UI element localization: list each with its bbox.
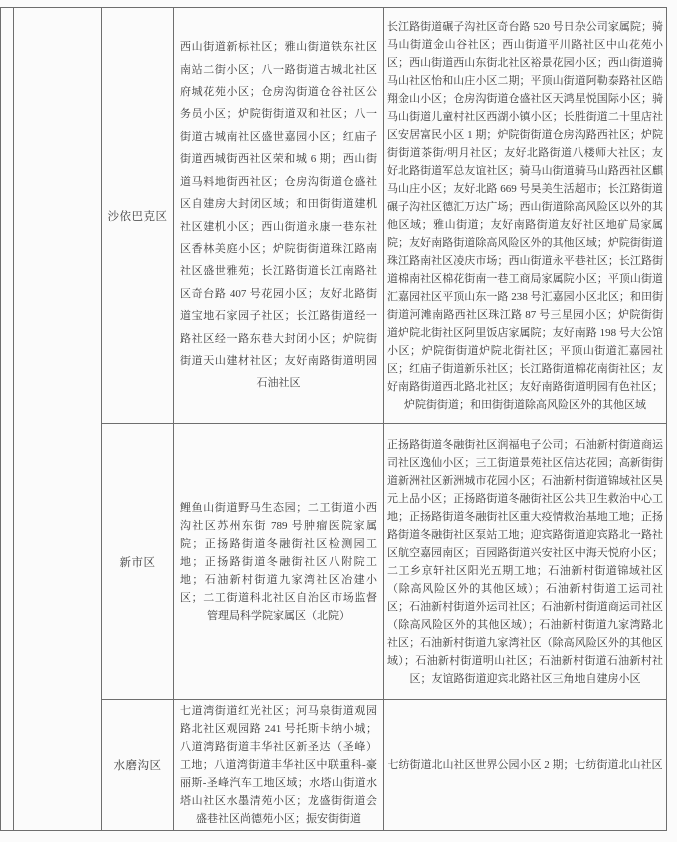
- district-cell: 新市区: [102, 424, 174, 700]
- communities-cell-b: 长江路街道碾子沟社区奇台路 520 号日杂公司家属院；骑马山街道金山谷社区；西山街道平川路社区中山花苑小区；西山街道西山东街北社区裕景花园小区；西山街道骑马山社区怡和山庄小区二期；平顶山街道阿勒泰路社区皓翔金山小区；仓房沟街道仓盛社区天鸿星悦国际小区；骑马山街道儿童村社区西湖小镇小区；长胜街道二十里店社区安居富民小区 1 期；炉院街街道仓房沟路西社区；炉院街街道茶街/明月社区；友好北路街道八楼师大社区；友好北路街道军总友谊社区；骑马山街道骑马山路西社区麒马山庄小区；友好北路 669 号昊美生活超市；长江路街道碾子沟社区德汇万达广场；西山街道除高风险区以外的其他区域；雅山街道；友好南路街道友好社区地矿局家属院；友好南路街道除高风险区外的其他区域；炉院街街道珠江路南社区凌庆市场；西山街道永平巷社区；长江路街道棉南社区棉花街南一巷工商局家属院小区；平顶山街道汇嘉园社区平顶山东一路 238 号汇嘉园小区北区；和田街街道河滩南路西社区珠江路 87 号三星园小区；炉院街街道炉院北街社区阿里饭店家属院；友好南路 198 号大公馆小区；炉院街街道炉院北街社区；平顶山街道汇嘉园社区；红庙子街道新乐社区；长江路街道棉花南街社区；友好南路街道西北路北社区；友好南路街道明园有色社区；炉院街街道；和田街街道除高风险区外的其他区域: [384, 8, 667, 424]
- district-cell: 沙依巴克区: [102, 8, 174, 424]
- district-community-table: [0, 7, 667, 831]
- district-cell: 水磨沟区: [102, 700, 174, 831]
- communities-cell-a: 鲤鱼山街道野马生态园；二工街道小西沟社区苏州东街 789 号肿瘤医院家属院；正扬路街道冬融街社区检测园工地；正扬路街道冬融街社区八附院工地；石油新村街道九家湾社区冶建小区；二工街道科北社区自治区市场监督管理局科学院家属区（北院）: [174, 424, 384, 700]
- communities-cell-b: 七纺街道北山社区世界公园小区 2 期；七纺街道北山社区: [384, 700, 667, 831]
- communities-cell-b: 正扬路街道冬融街社区润福电子公司；石油新村街道商运司社区逸仙小区；三工街道景苑社区信达花园；高新街街道新洲社区新洲城市花园小区；石油新村街道锦域社区昊元上品小区；正扬路街道冬融街社区公共卫生救治中心工地；正扬路街道冬融街社区重大疫情救治基地工地；正扬路街道冬融街社区泵站工地；迎宾路街道迎宾路北一路社区航空嘉园南区；百园路街道兴安社区中海天悦府小区；二工乡京轩社区阳光五期工地；石油新村街道锦域社区（除高风险区外的其他区域）；石油新村街道工运司社区；石油新村街道外运司社区；石油新村街道商运司社区（除高风险区外的其他区域）；石油新村街道九家湾路北社区；石油新村街道九家湾社区（除高风险区外的其他区域）；石油新村街道明山社区；石油新村街道石油新村社区；友谊路街道迎宾北路社区三角地自建房小区: [384, 424, 667, 700]
- communities-cell-a: 西山街道新标社区；雅山街道铁东社区南站二街小区；八一路街道古城北社区府城花苑小区；仓房沟街道仓谷社区公务员小区；炉院街街道双和社区；八一街道古城南社区盛世嘉园小区；红庙子街道西城街西社区荣和城 6 期；西山街道马料地街西社区；仓房沟街道仓盛社区自建房大封闭区域；和田街街道建机社区建机小区；西山街道永康一巷东社区香林美庭小区；炉院街街道珠江路南社区盛世雅苑；长江路街道长江南路社区奇台路 407 号花园小区；友好北路街道宝地石家园子社区；长江路街道经一路社区经一路东巷大封闭小区；炉院街街道天山建材社区；友好南路街道明园石油社区: [174, 8, 384, 424]
- communities-cell-a: 七道湾街道红光社区；河马泉街道观园路北社区观园路 241 号托斯卡纳小城；八道湾路街道丰华社区新圣达（圣峰）工地；八道湾街道丰华社区中联重科-豪丽斯-圣峰汽车工地区域；水塔山街道水塔山社区水墨清苑小区；龙盛街街道会盛巷社区尚德苑小区；振安街街道: [174, 700, 384, 831]
- merged-empty-cell: [14, 8, 102, 831]
- table-row: [1, 8, 667, 424]
- left-edge-cell: [1, 8, 14, 831]
